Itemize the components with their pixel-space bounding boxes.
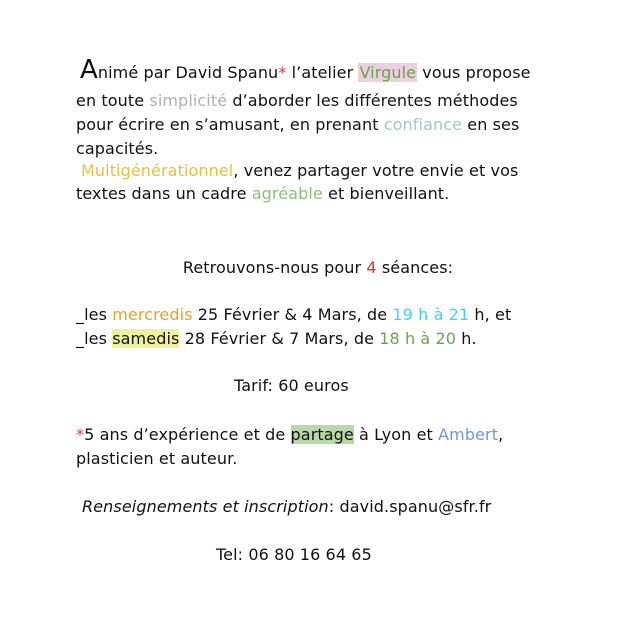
- intro-line-5: Multigénérationnel, venez partager votre envie et vos: [81, 161, 519, 180]
- atelier-name: Virgule: [359, 63, 417, 82]
- intro-line-1: Animé par David Spanu* l’atelier Virgule vous propose: [80, 55, 531, 85]
- intro-line-6: textes dans un cadre agréable et bienveillant.: [76, 184, 450, 203]
- contact-email[interactable]: david.spanu@sfr.fr: [339, 497, 492, 516]
- session-row-wednesday: _les mercredis 25 Février & 4 Mars, de 19 h à 21 h, et: [76, 305, 512, 324]
- intro-line-3: pour écrire en s’amusant, en prenant confiance en ses: [76, 115, 520, 134]
- sessions-heading: Retrouvons-nous pour 4 séances:: [182, 258, 454, 277]
- footnote-star: *: [278, 63, 287, 82]
- tarif: Tarif: 60 euros: [234, 376, 349, 395]
- intro-line-2: en toute simplicité d’aborder les différentes méthodes: [76, 91, 518, 110]
- dropcap: A: [80, 55, 98, 85]
- intro-line-4: capacités.: [76, 139, 159, 158]
- contact-phone: Tel: 06 80 16 64 65: [216, 545, 372, 564]
- contact-line: Renseignements et inscription: david.spanu@sfr.fr: [82, 497, 492, 516]
- contact-label: Renseignements et inscription: [82, 497, 329, 516]
- bio-line-2: plasticien et auteur.: [76, 449, 238, 468]
- session-row-saturday: _les samedis 28 Février & 7 Mars, de 18 h à 20 h.: [76, 329, 477, 348]
- bio-line-1: *5 ans d’expérience et de partage à Lyon et Ambert,: [76, 425, 504, 444]
